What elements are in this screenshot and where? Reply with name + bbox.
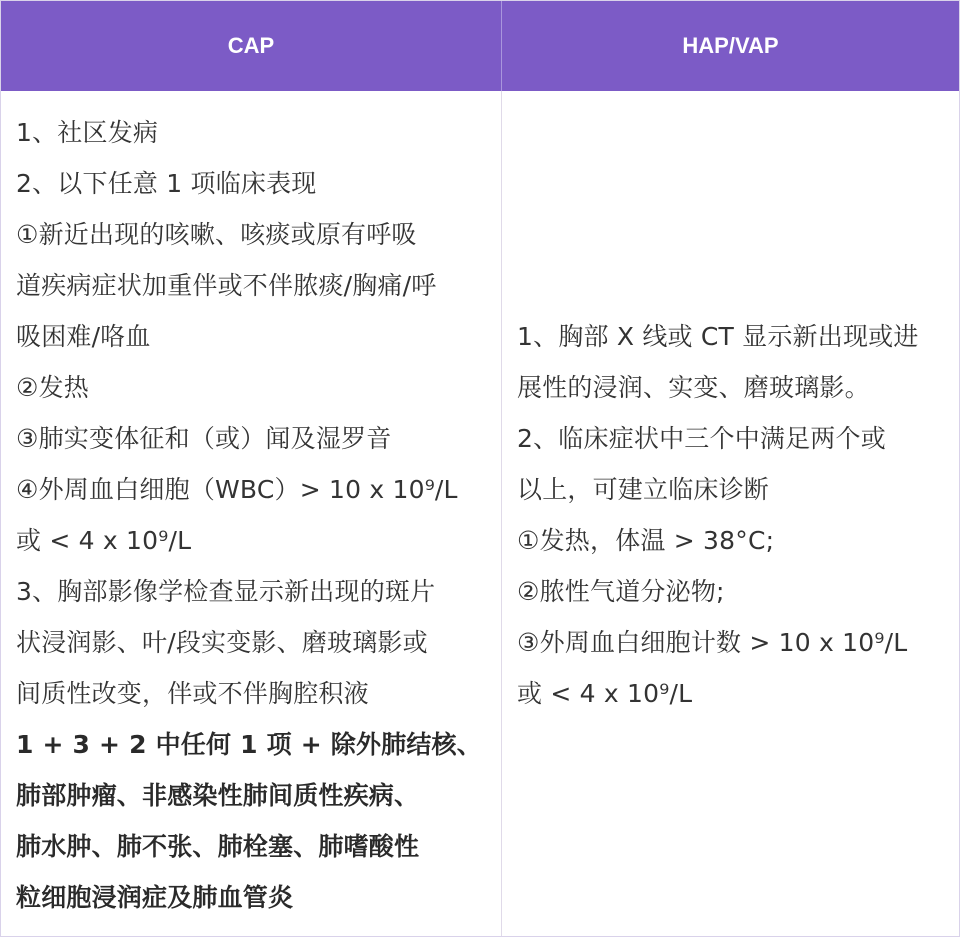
cap-line: ①新近出现的咳嗽、咳痰或原有呼吸 [16,220,417,249]
column-divider [501,91,502,936]
cap-line: ②发热 [16,373,90,402]
cap-line: 道疾病症状加重伴或不伴脓痰/胸痛/呼 [16,271,437,300]
cap-line: 吸困难/咯血 [16,322,151,351]
cap-line: 或 < 4 x 10⁹/L [16,526,192,555]
hap-vap-criteria-list [517,311,957,719]
cap-conclusion-line: 肺部肿瘤、非感染性肺间质性疾病、 [16,781,420,810]
table-header [1,1,959,91]
hap-line: ③外周血白细胞计数 > 10 x 10⁹/L [517,628,908,657]
hap-line: ②脓性气道分泌物; [517,577,725,606]
hap-line: 展性的浸润、实变、磨玻璃影。 [517,373,870,402]
cap-line: 状浸润影、叶/段实变影、磨玻璃影或 [16,628,428,657]
cap-line: 1、社区发病 [16,118,159,147]
hap-line: ①发热，体温 > 38°C; [517,526,775,555]
cap-conclusion-line: 1 + 3 + 2 中任何 1 项 + 除外肺结核、 [16,730,482,759]
hap-line: 1、胸部 X 线或 CT 显示新出现或进 [517,322,919,351]
hap-line: 以上，可建立临床诊断 [517,475,770,504]
header-hap-vap: HAP/VAP [682,33,779,58]
cap-conclusion-line: 粒细胞浸润症及肺血管炎 [16,883,294,912]
cap-line: ③肺实变体征和（或）闻及湿罗音 [16,424,392,453]
hap-line: 或 < 4 x 10⁹/L [517,679,693,708]
hap-line: 2、临床症状中三个中满足两个或 [517,424,886,453]
cap-line: ④外周血白细胞（WBC）> 10 x 10⁹/L [16,475,458,504]
cap-criteria-list [16,107,500,923]
cap-conclusion-line: 肺水肿、肺不张、肺栓塞、肺嗜酸性 [16,832,420,861]
header-cap: CAP [227,33,275,58]
cap-line: 间质性改变，伴或不伴胸腔积液 [16,679,369,708]
cap-line: 2、以下任意 1 项临床表现 [16,169,317,198]
cap-line: 3、胸部影像学检查显示新出现的斑片 [16,577,436,606]
